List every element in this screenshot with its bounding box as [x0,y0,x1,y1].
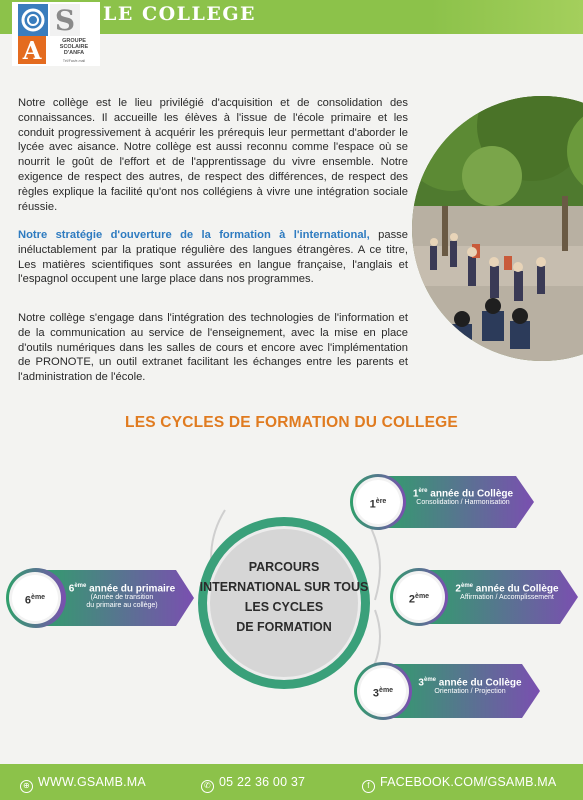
central-line-1: PARCOURS [248,560,320,574]
phone-icon: ✆ [201,780,214,793]
strategy-text: passe inéluctablement par la pratique régulière des langues étrangères. A ce titre, Les matières scientifiques sont assurées en langue française, l'anglais et l'espagnol occupent une large place dans nos programmes. [18,229,408,286]
footer-phone[interactable]: ✆ 05 22 36 00 37 [201,775,305,793]
cycle-item-1ere-college [348,472,536,532]
cycle-item-2eme-college [388,566,580,628]
central-line-2: INTERNATIONAL SUR TOUS [199,580,369,594]
page-title: LE COLLEGE [103,3,257,25]
svg-text:S: S [54,4,76,37]
header-band-accent [430,0,583,34]
strategy-highlight: Notre stratégie d'ouverture de la formation à l'international, [18,229,370,241]
logo-subtext: Tél/Fax/e-mail [62,59,86,63]
logo-mark-icon [18,4,108,38]
cycle-label: 6ème année du primaire (Année de transition du primaire au collège) [68,583,176,610]
cycle-label: 2ème année du Collège Affirmation / Accomplissement [455,583,559,602]
students-courtyard-photo [412,96,583,361]
cycle-badge: 6ème [12,575,58,621]
central-line-3: LES CYCLES [244,600,324,614]
globe-icon: ⊕ [20,780,33,793]
cycle-label: 1ère année du Collège Consolidation / Harmonisation [412,488,514,507]
svg-text:A: A [22,36,42,65]
facebook-icon: f [362,780,375,793]
cycle-label: 3ème année du Collège Orientation / Projection [418,677,522,696]
cycle-badge: 2ème [396,574,442,620]
cycle-badge: 3ème [360,668,406,714]
logo-a-icon [18,36,48,66]
cycle-badge: 1ère [356,480,400,524]
intro-paragraph-1: Notre collège est le lieu privilégié d'acquisition et de consolidation des connaissances. Il accueille les élèves à l'issue de l'école primaire et les conduit progressivement à acquérir les prérequis leur permettant d'aborder le lycée avec aisance. Notre collège est aussi reconnu comme l'espace où se nourrit le goût de l'effort et de l'apprentissage du vivre ensemble. Notre exigence de respect des autres, de respect des différences, de respect des règles explique la facilité qu'ont nos collégiens à vivre une intégration sociale réussie. [18,97,408,213]
footer-website[interactable]: ⊕ WWW.GSAMB.MA [20,775,146,793]
central-line-4: DE FORMATION [236,620,332,634]
cycle-item-3eme-college [352,660,542,722]
cycles-title: LES CYCLES DE FORMATION DU COLLEGE [125,414,458,431]
footer-facebook[interactable]: f FACEBOOK.COM/GSAMB.MA [362,775,556,793]
intro-paragraph-3: Notre collège s'engage dans l'intégration des technologies de l'information et de la communication au service de l'enseignement, avec la mise en place d'outils numériques dans les salles de cours et encore avec l'implémentation de PRONOTE, un outil extranet facilitant les échanges entre les parents et l'administration de l'école. [18,312,408,384]
cycle-item-6eme-primaire [4,566,196,630]
logo-text: GROUPE SCOLAIRE D'ANFA [59,38,89,56]
school-logo [12,2,100,66]
intro-paragraph-2 [18,228,408,287]
central-text [198,557,370,637]
